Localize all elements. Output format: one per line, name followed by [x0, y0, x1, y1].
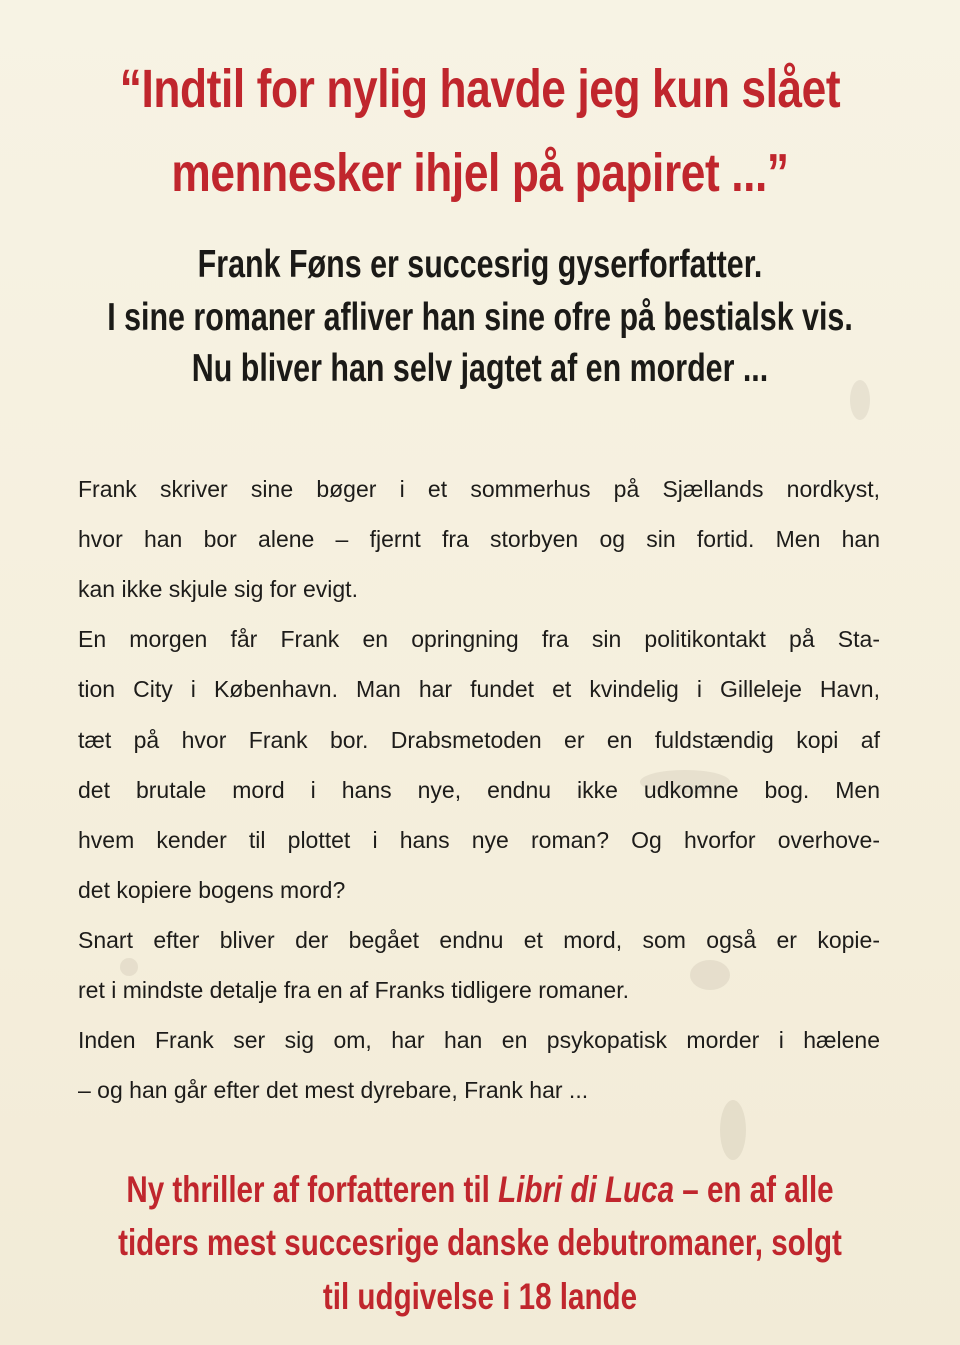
blurb-line: kan ikke skjule sig for evigt.: [78, 576, 358, 602]
previous-book-title: Libri di Luca: [498, 1169, 675, 1210]
blurb-line: Snart efter bliver der begået endnu et mord, som også er kopie-: [78, 927, 880, 953]
blurb-line: Inden Frank ser sig om, har han en psykopatisk morder i hælene: [78, 1027, 880, 1053]
blurb-line: det brutale mord i hans nye, endnu ikke udkomne bog. Men: [78, 777, 880, 803]
blurb-line: det kopiere bogens mord?: [78, 877, 346, 903]
blurb-line: En morgen får Frank en opringning fra sin politikontakt på Sta-: [78, 626, 880, 652]
promo-line-1-after: – en af alle: [674, 1169, 834, 1210]
tagline-line-3: Nu bliver han selv jagtet af en morder ...: [191, 347, 769, 390]
blurb-line: hvor han bor alene – fjernt fra storbyen og sin fortid. Men han: [78, 526, 880, 552]
blurb-line: Frank skriver sine bøger i et sommerhus på Sjællands nordkyst,: [78, 476, 880, 502]
promo-line-3: til udgivelse i 18 lande: [322, 1276, 638, 1317]
blurb-line: hvem kender til plottet i hans nye roman? Og hvorfor overhove-: [78, 827, 880, 853]
blurb-line: tæt på hvor Frank bor. Drabsmetoden er en fuldstændig kopi af: [78, 727, 880, 753]
promo-line-2: tiders mest succesrige danske debutromaner, solgt: [118, 1222, 842, 1263]
paper-scuff: [720, 1100, 746, 1160]
promo-line-1: [96, 1171, 864, 1208]
blurb-line: ret i mindste detalje fra en af Franks tidligere romaner.: [78, 977, 629, 1003]
paper-scuff: [120, 958, 138, 976]
blurb-line: – og han går efter det mest dyrebare, Frank har ...: [78, 1077, 589, 1103]
headline-quote-line-2: mennesker ihjel på papiret ...”: [171, 143, 789, 203]
promo-line-1-before: Ny thriller af forfatteren til: [126, 1169, 499, 1210]
tagline-line-1: Frank Føns er succesrig gyserforfatter.: [197, 243, 763, 286]
paper-scuff: [690, 960, 730, 990]
tagline-line-2: I sine romaner afliver han sine ofre på bestialsk vis.: [107, 296, 853, 339]
headline-quote-line-1: “Indtil for nylig havde jeg kun slået: [119, 59, 841, 119]
blurb-line: tion City i København. Man har fundet et kvindelig i Gilleleje Havn,: [78, 676, 880, 702]
